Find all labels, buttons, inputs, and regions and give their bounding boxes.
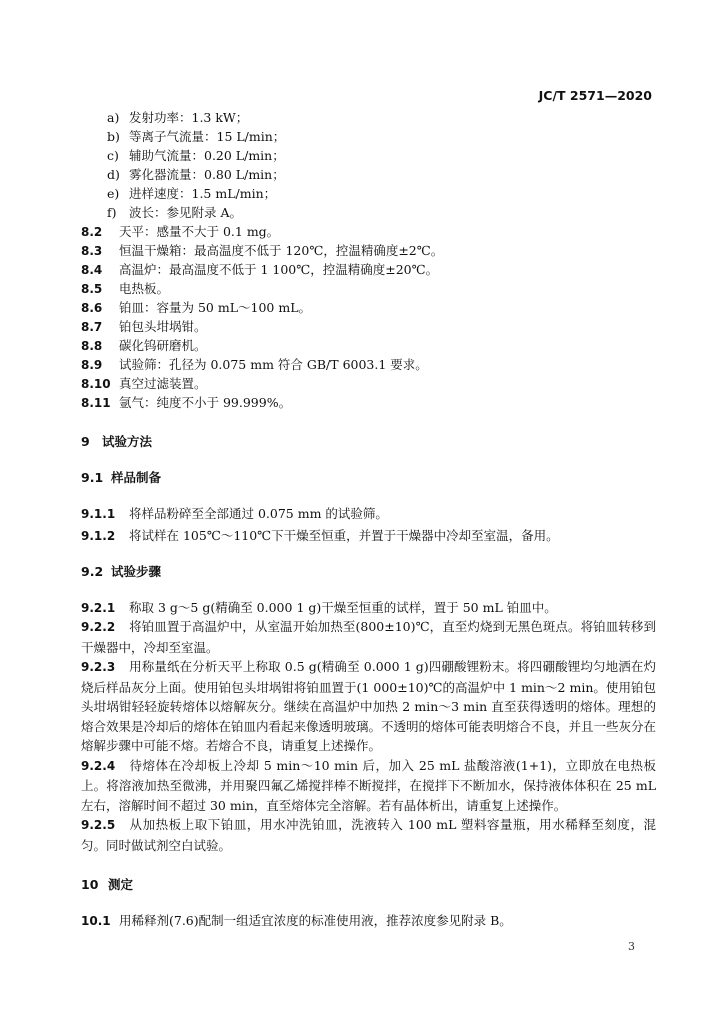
item-letter: b): [107, 129, 120, 144]
section-number: 9.1: [81, 470, 104, 485]
clause-number: 9.2.4: [81, 758, 116, 773]
section-number: 10: [81, 877, 99, 892]
list-item: [81, 184, 656, 203]
item-letter: f): [107, 205, 117, 220]
item-letter: c): [107, 148, 119, 163]
clause-8-2: [81, 222, 656, 241]
list-item: [81, 146, 656, 165]
clause-8-8: [81, 336, 656, 355]
clause-number: 8.5: [81, 282, 103, 296]
clause-text: 高温炉：最高温度不低于 1 100℃，控温精确度±20℃。: [119, 262, 439, 277]
equipment-list: [81, 222, 656, 412]
standard-code: JC/T 2571—2020: [538, 88, 652, 103]
clause-number: 8.7: [81, 320, 103, 334]
clause-number: 8.11: [81, 396, 111, 410]
clause-text: 铂皿：容量为 50 mL～100 mL。: [119, 300, 311, 315]
clause-number: 9.2.5: [81, 818, 116, 832]
item-text: 辅助气流量：0.20 L/min；: [129, 148, 285, 163]
item-text: 雾化器流量：0.80 L/min；: [129, 167, 285, 182]
clause-text: 电热板。: [119, 281, 170, 296]
clause-9-1-1: [81, 504, 656, 523]
clause-9-1-2: [81, 526, 656, 545]
clause-text: 将试样在 105℃～110℃下干燥至恒重，并置于干燥器中冷却至室温，备用。: [129, 528, 559, 543]
section-heading-9: [81, 432, 656, 451]
clause-number: 8.10: [81, 377, 111, 391]
clause-9-2-4: [81, 756, 656, 816]
item-letter: d): [107, 167, 120, 182]
clause-text: 铂包头坩埚钳。: [119, 319, 207, 334]
clause-text: 氩气：纯度不小于 99.999%。: [119, 395, 292, 410]
clause-text: 真空过滤装置。: [119, 376, 207, 391]
clause-number: 8.2: [81, 225, 103, 239]
clause-8-4: [81, 260, 656, 279]
clause-text: 从加热板上取下铂皿，用水冲洗铂皿，洗液转入 100 mL 塑料容量瓶，用水稀释至刻度，混匀。同时做试剂空白试验。: [81, 817, 656, 853]
clause-9-2-3: [81, 657, 656, 756]
clause-number: 9.2.3: [81, 660, 116, 674]
clause-number: 8.4: [81, 263, 103, 277]
section-heading-10: [81, 875, 656, 894]
clause-text: 将铂皿置于高温炉中，从室温开始加热至(800±10)℃，直至灼烧到无黑色斑点。将铂皿转移到干燥器中，冷却至室温。: [81, 619, 656, 655]
clause-8-9: [81, 355, 656, 374]
parameter-list: [81, 108, 656, 222]
item-letter: a): [107, 110, 120, 125]
item-text: 等离子气流量：15 L/min；: [129, 129, 286, 144]
section-title: 样品制备: [111, 470, 162, 485]
clause-8-3: [81, 241, 656, 260]
clause-text: 恒温干燥箱：最高温度不低于 120℃，控温精确度±2℃。: [119, 243, 444, 258]
subsection-heading-9-1: [81, 468, 656, 487]
page-number: 3: [628, 940, 635, 953]
clause-number: 8.6: [81, 301, 103, 315]
clause-9-2-2: [81, 617, 656, 657]
clause-8-6: [81, 298, 656, 317]
clause-number: 8.8: [81, 339, 103, 353]
clause-number: 8.9: [81, 358, 103, 372]
list-item: [81, 127, 656, 146]
clause-number: 9.1.2: [81, 529, 116, 543]
clause-text: 天平：感量不大于 0.1 mg。: [119, 224, 280, 239]
clause-text: 试验筛：孔径为 0.075 mm 符合 GB/T 6003.1 要求。: [119, 357, 428, 372]
section-title: 测定: [108, 877, 134, 892]
clause-text: 用稀释剂(7.6)配制一组适宜浓度的标准使用液，推荐浓度参见附录 B。: [119, 913, 512, 928]
clause-number: 10.1: [81, 914, 111, 928]
item-text: 波长：参见附录 A。: [129, 205, 243, 220]
list-item: [81, 165, 656, 184]
clause-text: 用称量纸在分析天平上称取 0.5 g(精确至 0.000 1 g)四硼酸锂粉末。将四硼酸锂均匀地洒在灼烧后样品灰分上面。使用铂包头坩埚钳将铂皿置于(1 000±10)℃的高温炉中 1 min～2 min。使用铂包头坩埚钳轻轻旋转熔体以熔解灰分。继续在高温炉中加热 2 min～3 min 直至获得透明的熔体。理想的熔合效果是冷却后的熔体在铂皿内看起来像透明玻璃。不透明的熔体可能表明熔合不良，并且一些灰分在熔解步骤中可能不熔。若熔合不良，请重复上述操作。: [81, 659, 657, 753]
item-text: 进样速度：1.5 mL/min；: [129, 186, 277, 201]
clause-number: 9.1.1: [81, 507, 116, 521]
section-number: 9.2: [81, 564, 104, 579]
list-item: [81, 203, 656, 222]
section-number: 9: [81, 434, 90, 449]
clause-8-5: [81, 279, 656, 298]
clause-number: 9.2.2: [81, 620, 116, 634]
clause-number: 8.3: [81, 244, 103, 258]
item-letter: e): [107, 186, 120, 201]
clause-9-2-1: [81, 598, 656, 617]
subsection-heading-9-2: [81, 562, 656, 581]
clause-8-7: [81, 317, 656, 336]
item-text: 发射功率：1.3 kW；: [129, 110, 249, 125]
clause-10-1: [81, 911, 656, 930]
section-title: 试验方法: [102, 434, 153, 449]
clause-number: 9.2.1: [81, 601, 116, 615]
clause-8-10: [81, 374, 656, 393]
section-title: 试验步骤: [111, 564, 162, 579]
clause-8-11: [81, 393, 656, 412]
clause-9-2-5: [81, 815, 656, 855]
list-item: [81, 108, 656, 127]
clause-text: 碳化钨研磨机。: [119, 338, 207, 353]
clause-text: 称取 3 g～5 g(精确至 0.000 1 g)干燥至恒重的试样，置于 50 mL 铂皿中。: [129, 600, 557, 615]
clause-text: 将样品粉碎至全部通过 0.075 mm 的试验筛。: [129, 506, 388, 521]
document-body: [81, 108, 656, 930]
clause-text: 待熔体在冷却板上冷却 5 min～10 min 后，加入 25 mL 盐酸溶液(1+1)，立即放在电热板上。将溶液加热至微沸，并用聚四氟乙烯搅拌棒不断搅拌，在搅拌下不断加水，保持液体体积在 25 mL 左右，溶解时间不超过 30 min，直至熔体完全溶解。若有晶体析出，请重复上述操作。: [81, 757, 656, 813]
